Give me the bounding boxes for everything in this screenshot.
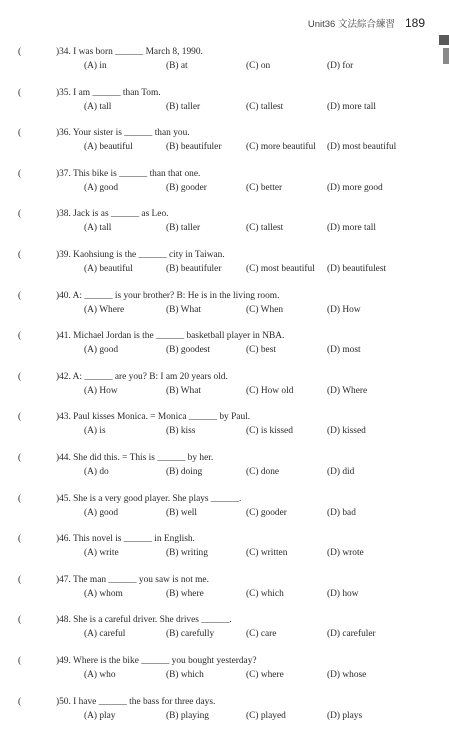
option-c: (C) best [246,344,276,357]
question-item [18,290,438,331]
answer-blank[interactable]: ( [18,87,21,100]
question-item [18,208,438,249]
answer-blank[interactable]: ( [18,574,21,587]
option-c: (C) care [246,628,276,641]
option-c: (C) tallest [246,101,283,114]
option-c: (C) How old [246,385,293,398]
option-a: (A) beautiful [84,263,133,276]
option-a: (A) good [84,344,118,357]
option-c: (C) better [246,182,282,195]
answer-blank[interactable]: ( [18,696,21,709]
option-d: (D) did [327,466,354,479]
option-a: (A) whom [84,588,123,601]
option-b: (B) taller [166,222,200,235]
option-a: (A) do [84,466,109,479]
option-b: (B) gooder [166,182,207,195]
option-d: (D) How [327,304,361,317]
question-item [18,127,438,168]
edge-tab-bar [443,48,449,64]
question-stem: )39. Kaohsiung is the ______ city in Taiwan. [56,249,225,262]
answer-blank[interactable]: ( [18,46,21,59]
page-header [308,14,425,32]
edge-tab-marker [439,35,449,45]
option-a: (A) good [84,507,118,520]
question-stem: )35. I am ______ than Tom. [56,87,161,100]
answer-blank[interactable]: ( [18,493,21,506]
option-b: (B) well [166,507,197,520]
answer-blank[interactable]: ( [18,290,21,303]
option-d: (D) kissed [327,425,366,438]
answer-blank[interactable]: ( [18,249,21,262]
option-a: (A) good [84,182,118,195]
question-stem: )48. She is a careful driver. She drives ______. [56,614,232,627]
question-stem: )46. This novel is ______ in English. [56,533,195,546]
option-c: (C) played [246,710,286,723]
question-item [18,371,438,412]
option-b: (B) What [166,385,201,398]
option-a: (A) is [84,425,106,438]
question-item [18,696,438,736]
option-c: (C) which [246,588,284,601]
answer-blank[interactable]: ( [18,533,21,546]
option-a: (A) who [84,669,116,682]
option-d: (D) bad [327,507,356,520]
option-c: (C) is kissed [246,425,293,438]
answer-blank[interactable]: ( [18,655,21,668]
option-a: (A) write [84,547,119,560]
question-item [18,330,438,371]
answer-blank[interactable]: ( [18,208,21,221]
option-c: (C) written [246,547,287,560]
question-list [18,46,438,736]
option-b: (B) beautifuler [166,141,221,154]
option-c: (C) gooder [246,507,287,520]
question-item [18,46,438,87]
question-stem: )43. Paul kisses Monica. = Monica ______ by Paul. [56,411,250,424]
question-item [18,168,438,209]
option-a: (A) careful [84,628,125,641]
option-b: (B) writing [166,547,208,560]
option-a: (A) play [84,710,116,723]
option-d: (D) more good [327,182,383,195]
option-d: (D) beautifulest [327,263,386,276]
answer-blank[interactable]: ( [18,168,21,181]
option-d: (D) carefuler [327,628,376,641]
option-a: (A) tall [84,222,111,235]
option-a: (A) in [84,60,107,73]
page-number: 189 [401,16,425,30]
question-item [18,452,438,493]
option-b: (B) taller [166,101,200,114]
option-b: (B) doing [166,466,202,479]
option-b: (B) where [166,588,204,601]
answer-blank[interactable]: ( [18,330,21,343]
option-c: (C) more beautiful [246,141,316,154]
option-a: (A) Where [84,304,124,317]
option-a: (A) How [84,385,118,398]
question-stem: )41. Michael Jordan is the ______ basketball player in NBA. [56,330,284,343]
question-stem: )38. Jack is as ______ as Leo. [56,208,168,221]
option-d: (D) how [327,588,359,601]
question-item [18,249,438,290]
option-b: (B) playing [166,710,209,723]
question-stem: )37. This bike is ______ than that one. [56,168,200,181]
answer-blank[interactable]: ( [18,371,21,384]
option-b: (B) beautifuler [166,263,221,276]
question-item [18,655,438,696]
option-c: (C) on [246,60,270,73]
option-d: (D) more tall [327,101,376,114]
option-c: (C) When [246,304,283,317]
option-b: (B) at [166,60,188,73]
option-b: (B) which [166,669,204,682]
option-a: (A) tall [84,101,111,114]
question-item [18,614,438,655]
question-stem: )44. She did this. = This is ______ by her. [56,452,213,465]
unit-title: Unit36 文法綜合練習 [308,16,395,30]
option-d: (D) Where [327,385,367,398]
option-c: (C) tallest [246,222,283,235]
answer-blank[interactable]: ( [18,127,21,140]
option-c: (C) most beautiful [246,263,315,276]
question-stem: )34. I was born ______ March 8, 1990. [56,46,203,59]
option-b: (B) What [166,304,201,317]
question-item [18,411,438,452]
option-d: (D) for [327,60,353,73]
question-item [18,574,438,615]
answer-blank[interactable]: ( [18,452,21,465]
option-d: (D) most [327,344,361,357]
option-c: (C) done [246,466,279,479]
option-d: (D) most beautiful [327,141,396,154]
option-b: (B) kiss [166,425,195,438]
option-b: (B) goodest [166,344,210,357]
question-stem: )47. The man ______ you saw is not me. [56,574,209,587]
answer-blank[interactable]: ( [18,411,21,424]
question-item [18,87,438,128]
option-d: (D) more tall [327,222,376,235]
answer-blank[interactable]: ( [18,614,21,627]
question-stem: )50. I have ______ the bass for three days. [56,696,215,709]
question-stem: )49. Where is the bike ______ you bought yesterday? [56,655,257,668]
option-b: (B) carefully [166,628,214,641]
option-c: (C) where [246,669,284,682]
question-item [18,493,438,534]
option-d: (D) whose [327,669,366,682]
question-stem: )42. A: ______ are you? B: I am 20 years old. [56,371,228,384]
option-a: (A) beautiful [84,141,133,154]
option-d: (D) wrote [327,547,364,560]
option-d: (D) plays [327,710,362,723]
question-stem: )36. Your sister is ______ than you. [56,127,190,140]
question-stem: )40. A: ______ is your brother? B: He is in the living room. [56,290,279,303]
question-stem: )45. She is a very good player. She plays ______. [56,493,241,506]
question-item [18,533,438,574]
